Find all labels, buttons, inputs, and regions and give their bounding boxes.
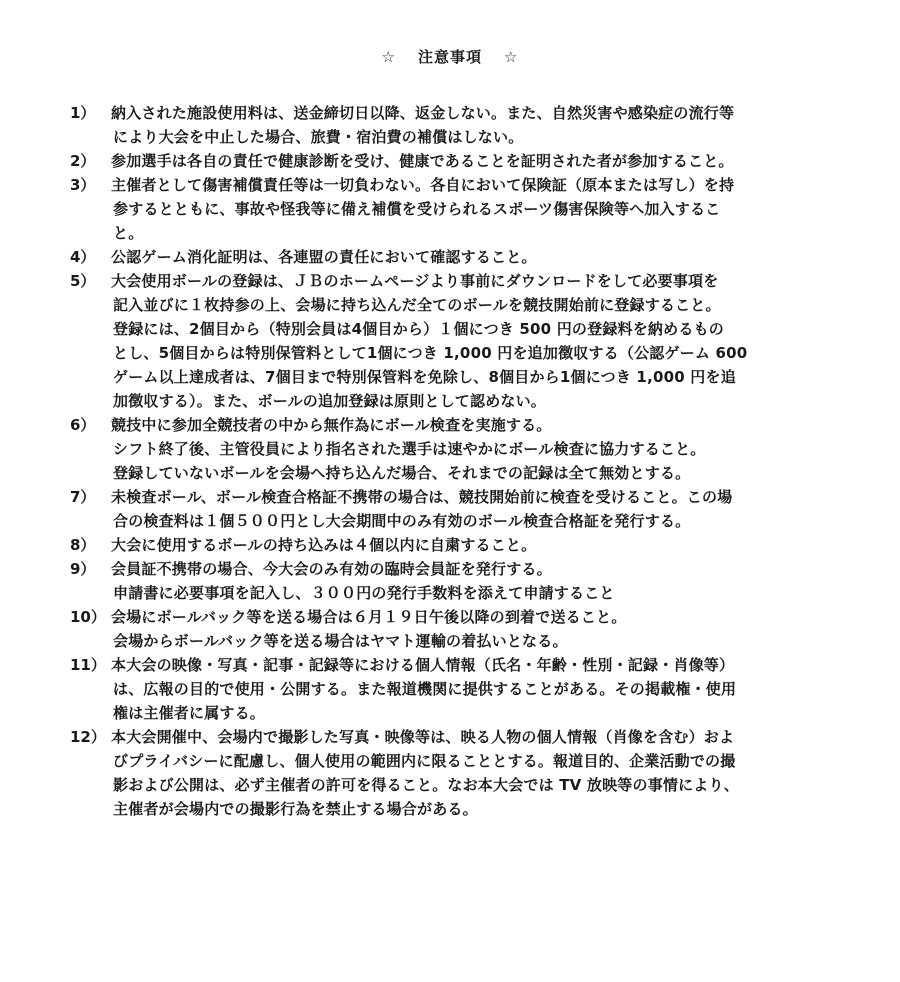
- notice-item: [0, 605, 900, 653]
- notice-item: [0, 149, 900, 173]
- item-text-line: 本大会の映像・写真・記事・記録等における個人情報（氏名・年齢・性別・記録・肖像等）: [111, 656, 735, 674]
- item-text-line: 会場からボールバック等を送る場合はヤマト運輸の着払いとなる。: [113, 632, 568, 650]
- item-text-line: 申請書に必要事項を記入し、３００円の発行手数料を添えて申請すること: [113, 584, 615, 602]
- item-text-line: 主催者として傷害補償責任等は一切負わない。各自において保険証（原本または写し）を持: [111, 176, 735, 194]
- notice-item: [0, 245, 900, 269]
- item-text-line: 会場にボールバック等を送る場合は６月１９日午後以降の到着で送ること。: [111, 608, 627, 626]
- item-text-line: 合の検査料は１個５００円とし大会期間中のみ有効のボール検査合格証を発行する。: [113, 512, 691, 530]
- notice-item: [0, 533, 900, 557]
- notice-items: [0, 101, 900, 821]
- item-number: 10）: [70, 608, 106, 626]
- item-text-line: 公認ゲーム消化証明は、各連盟の責任において確認すること。: [111, 248, 537, 266]
- item-text-line: 参するとともに、事故や怪我等に備え補償を受けられるスポーツ傷害保険等へ加入するこ: [113, 200, 721, 218]
- item-text-line: と。: [113, 224, 144, 242]
- item-number: 9）: [70, 560, 96, 578]
- item-text-line: 競技中に参加全競技者の中から無作為にボール検査を実施する。: [111, 416, 552, 434]
- notice-item: [0, 173, 900, 245]
- item-text-line: 権は主催者に属する。: [113, 704, 266, 722]
- title-text: 注意事項: [417, 48, 482, 66]
- notice-item: [0, 725, 900, 821]
- item-text-line: 参加選手は各自の責任で健康診断を受け、健康であることを証明された者が参加すること。: [111, 152, 734, 170]
- item-text-line: びプライバシーに配慮し、個人使用の範囲内に限ることとする。報道目的、企業活動での撮: [113, 752, 736, 770]
- item-text-line: シフト終了後、主管役員により指名された選手は速やかにボール検査に協力すること。: [113, 440, 706, 458]
- item-text-line: 記入並びに１枚持参の上、会場に持ち込んだ全てのボールを競技開始前に登録すること。: [113, 296, 721, 314]
- item-text-line: 主催者が会場内での撮影行為を禁止する場合がある。: [113, 800, 478, 818]
- notice-item: [0, 485, 900, 533]
- item-text-line: は、広報の目的で使用・公開する。また報道機関に提供することがある。その掲載権・使用: [113, 680, 737, 698]
- item-text-line: 大会使用ボールの登録は、ＪＢのホームページより事前にダウンロードをして必要事項を: [111, 272, 719, 290]
- item-text-line: 会員証不携帯の場合、今大会のみ有効の臨時会員証を発行する。: [111, 560, 552, 578]
- item-number: 4）: [70, 248, 96, 266]
- notice-item: [0, 101, 900, 149]
- star-right-icon: ☆: [504, 48, 519, 66]
- notice-item: [0, 653, 900, 725]
- notice-item: [0, 413, 900, 485]
- notice-item: [0, 269, 900, 413]
- item-number: 1）: [70, 104, 96, 122]
- item-text-line: 納入された施設使用料は、送金締切日以降、返金しない。また、自然災害や感染症の流行等: [111, 104, 735, 122]
- item-number: 2）: [70, 152, 96, 170]
- star-left-icon: ☆: [381, 48, 396, 66]
- item-text-line: により大会を中止した場合、旅費・宿泊費の補償はしない。: [113, 128, 524, 146]
- item-number: 3）: [70, 176, 96, 194]
- item-number: 6）: [70, 416, 96, 434]
- item-number: 11）: [70, 656, 106, 674]
- item-text-line: とし、5個目からは特別保管料として1個につき 1,000 円を追加徴収する（公認ゲーム 600: [113, 344, 748, 362]
- item-text-line: ゲーム以上達成者は、7個目まで特別保管料を免除し、8個目から1個につき 1,000 円を追: [113, 368, 736, 386]
- item-number: 8）: [70, 536, 96, 554]
- item-text-line: 未検査ボール、ボール検査合格証不携帯の場合は、競技開始前に検査を受けること。この場: [111, 488, 733, 506]
- notice-item: [0, 557, 900, 605]
- item-number: 7）: [70, 488, 96, 506]
- item-number: 5）: [70, 272, 96, 290]
- item-number: 12）: [70, 728, 106, 746]
- item-text-line: 本大会開催中、会場内で撮影した写真・映像等は、映る人物の個人情報（肖像を含む）およ: [111, 728, 735, 746]
- item-text-line: 影および公開は、必ず主催者の許可を得ること。なお本大会では TV 放映等の事情により、: [113, 776, 739, 794]
- item-text-line: 登録には、2個目から（特別会員は4個目から）１個につき 500 円の登録料を納めるもの: [113, 320, 724, 338]
- item-text-line: 大会に使用するボールの持ち込みは４個以内に自粛すること。: [111, 536, 537, 554]
- notice-title: [0, 47, 900, 67]
- item-text-line: 加徴収する）。また、ボールの追加登録は原則として認めない。: [113, 392, 547, 410]
- item-text-line: 登録していないボールを会場へ持ち込んだ場合、それまでの記録は全て無効とする。: [113, 464, 691, 482]
